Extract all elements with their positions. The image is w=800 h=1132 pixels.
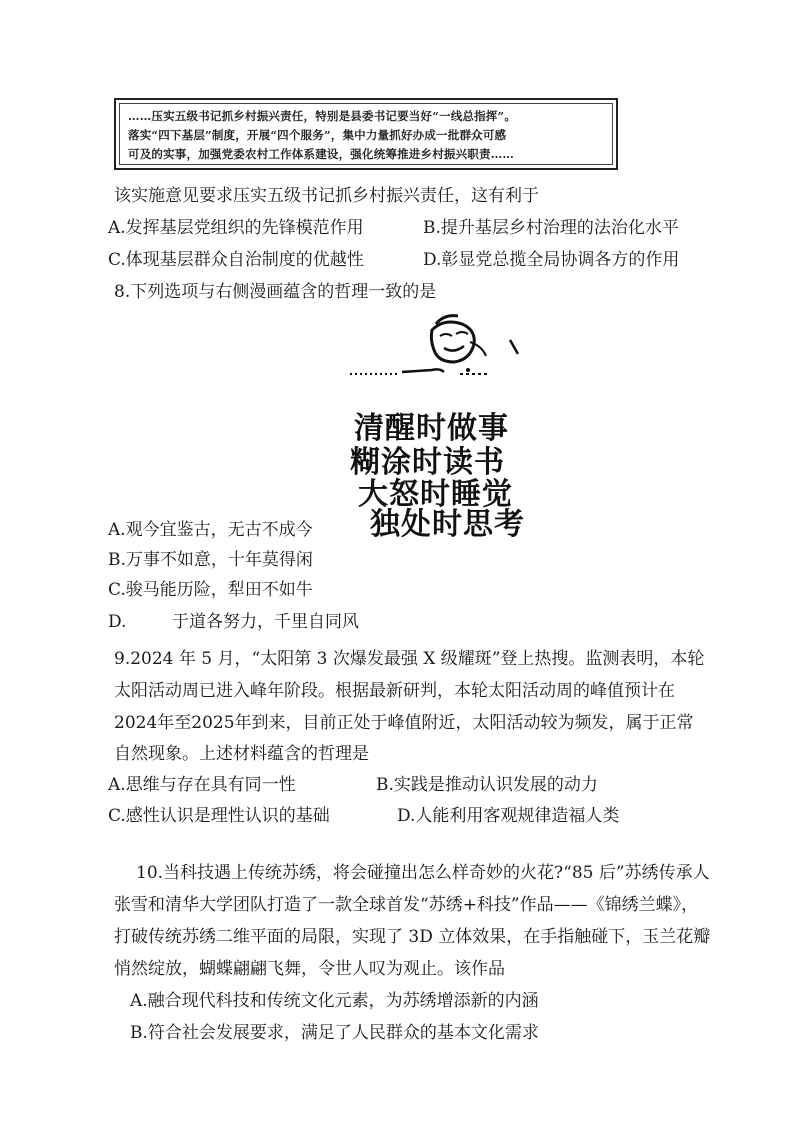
comic-illustration <box>340 312 540 542</box>
q8-option-d: 于道各努力，千里自同风 <box>172 612 359 632</box>
comic-text-line-1: 清醒时做事 <box>354 411 509 446</box>
q9-stem-line-1: 9.2024 年 5 月，“太阳第 3 次爆发最强 X 级耀斑”登上热搜。监测表明，本轮 <box>114 649 705 669</box>
q7-stem: 该实施意见要求压实五级书记抓乡村振兴责任，这有利于 <box>114 186 539 206</box>
q9-option-c: C.感性认识是理性认识的基础 <box>108 806 330 826</box>
q8-option-a: A.观今宜鉴古，无古不成今 <box>108 520 313 540</box>
q9-option-b: B.实践是推动认识发展的动力 <box>376 775 598 795</box>
q10-stem-line-1: 10.当科技遇上传统苏绣，将会碰撞出怎么样奇妙的火花?“85 后”苏绣传承人 <box>136 863 710 883</box>
q10-stem-line-3: 打破传统苏绣二维平面的局限，实现了 3D 立体效果，在手指触碰下，玉兰花瓣 <box>114 927 711 947</box>
q9-option-a: A.思维与存在具有同一性 <box>108 775 296 795</box>
material-line-2: 落实“四下基层”制度，开展“四个服务”，集中力量抓好办成一批群众可感 <box>128 128 507 142</box>
q9-stem-line-2: 太阳活动周已进入峰年阶段。根据最新研判，本轮太阳活动周的峰值预计在 <box>114 681 675 701</box>
material-line-1: ……压实五级书记抓乡村振兴责任，特别是县委书记要当好“一线总指挥”。 <box>128 109 517 123</box>
sleeping-figure-drawing <box>340 312 540 402</box>
q10-stem-line-2: 张雪和清华大学团队打造了一款全球首发“苏绣+科技”作品——《锦绣兰蝶》， <box>114 895 699 915</box>
q9-stem-line-4: 自然现象。上述材料蕴含的哲理是 <box>114 744 369 764</box>
material-line-3: 可及的实事，加强党委农村工作体系建设，强化统筹推进乡村振兴职责…… <box>128 147 515 161</box>
q7-option-c: C.体现基层群众自治制度的优越性 <box>108 250 364 270</box>
comic-text-line-4: 独处时思考 <box>370 507 525 542</box>
q10-stem-line-4: 悄然绽放，蝴蝶翩翩飞舞，令世人叹为观止。该作品 <box>114 959 505 979</box>
q7-option-b: B.提升基层乡村治理的法治化水平 <box>423 218 679 238</box>
q7-option-a: A.发挥基层党组织的先锋模范作用 <box>108 218 364 238</box>
q8-stem: 8.下列选项与右侧漫画蕴含的哲理一致的是 <box>114 282 437 302</box>
q8-option-d-label: D. <box>108 612 127 632</box>
comic-text-line-3: 大怒时睡觉 <box>358 477 513 512</box>
q8-option-b: B.万事不如意，十年莫得闲 <box>108 550 313 570</box>
comic-text-line-2: 糊涂时读书 <box>350 445 505 480</box>
q10-option-a: A.融合现代科技和传统文化元素，为苏绣增添新的内涵 <box>130 991 539 1011</box>
material-box <box>114 98 618 170</box>
q9-option-d: D.人能利用客观规律造福人类 <box>397 806 620 826</box>
q7-option-d: D.彰显党总揽全局协调各方的作用 <box>423 250 680 270</box>
q9-stem-line-3: 2024年至2025年到来，目前正处于峰值附近，太阳活动较为频发，属于正常 <box>114 713 694 733</box>
q8-option-c: C.骏马能历险，犁田不如牛 <box>108 580 313 600</box>
q10-option-b: B.符合社会发展要求，满足了人民群众的基本文化需求 <box>130 1023 539 1043</box>
